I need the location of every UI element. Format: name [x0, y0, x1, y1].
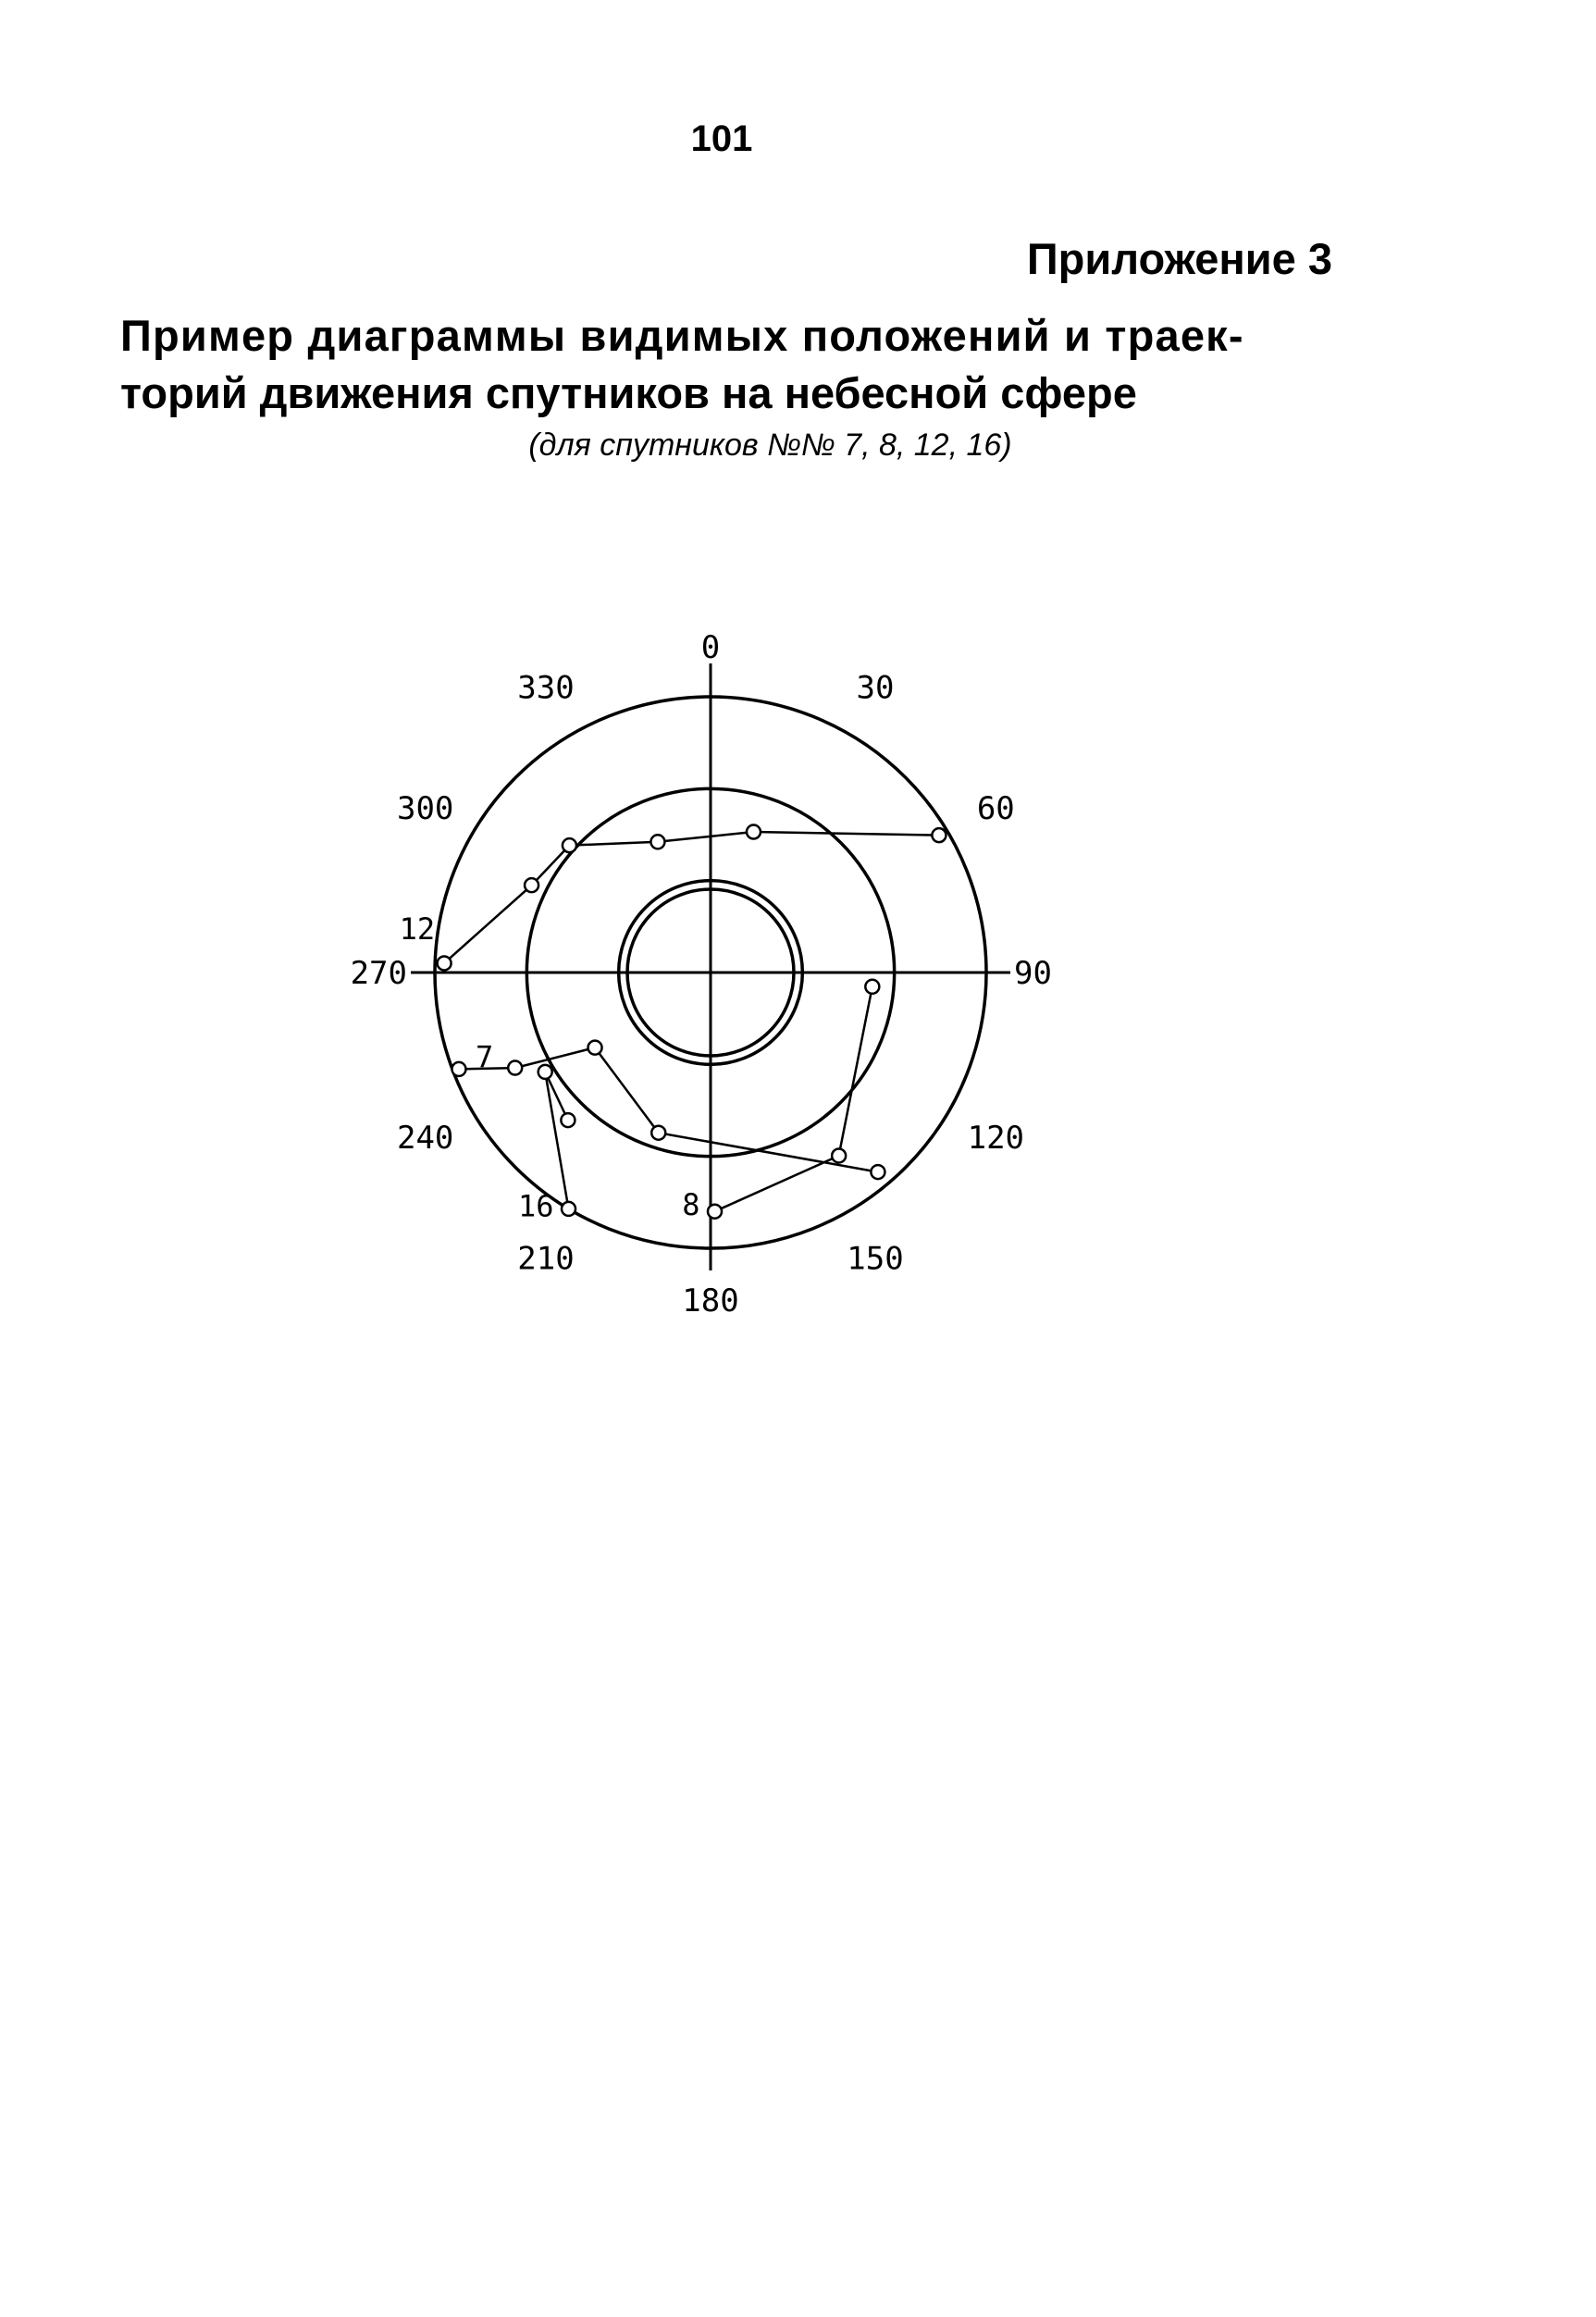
track-sat-8: [715, 986, 872, 1211]
page-number: 101: [690, 118, 753, 159]
point-sat-16-2: [561, 1113, 575, 1127]
azimuth-label-0: 0: [700, 629, 721, 666]
point-sat-7-0: [452, 1062, 465, 1076]
title-line-2: торий движения спутников на небесной сфере: [120, 368, 1137, 417]
point-sat-8-1: [832, 1148, 846, 1162]
point-sat-16-0: [562, 1202, 575, 1216]
point-sat-12-1: [525, 878, 538, 892]
point-sat-7-2: [588, 1041, 602, 1055]
point-sat-8-0: [708, 1205, 722, 1219]
point-sat-7-3: [651, 1126, 665, 1140]
azimuth-label-330: 330: [517, 669, 575, 707]
azimuth-label-60: 60: [976, 790, 1015, 827]
azimuth-label-30: 30: [856, 669, 895, 707]
azimuth-label-210: 210: [517, 1240, 575, 1278]
point-sat-7-1: [508, 1061, 522, 1075]
point-sat-12-3: [650, 835, 664, 849]
point-sat-12-4: [747, 825, 761, 839]
title-line-1: Пример диаграммы видимых положений и траек-: [120, 311, 1244, 360]
point-sat-7-4: [871, 1165, 885, 1179]
azimuth-label-180: 180: [682, 1282, 739, 1320]
track-sat-12: [444, 832, 939, 963]
azimuth-label-120: 120: [967, 1120, 1025, 1157]
azimuth-label-300: 300: [396, 790, 454, 827]
sat-label-8: 8: [682, 1187, 700, 1223]
point-sat-12-0: [438, 956, 452, 970]
sat-label-16: 16: [517, 1188, 554, 1224]
azimuth-label-150: 150: [847, 1240, 904, 1278]
azimuth-label-240: 240: [396, 1120, 454, 1157]
point-sat-12-2: [563, 838, 576, 852]
point-sat-16-1: [538, 1065, 552, 1079]
appendix-heading: Приложение 3: [1026, 234, 1332, 283]
azimuth-label-270: 270: [350, 955, 407, 992]
point-sat-12-5: [932, 828, 946, 842]
sat-label-12: 12: [399, 911, 436, 947]
subtitle: (для спутников №№ 7, 8, 12, 16): [528, 427, 1012, 463]
point-sat-8-2: [865, 980, 879, 994]
sat-label-7: 7: [475, 1039, 494, 1075]
azimuth-label-90: 90: [1014, 955, 1052, 992]
